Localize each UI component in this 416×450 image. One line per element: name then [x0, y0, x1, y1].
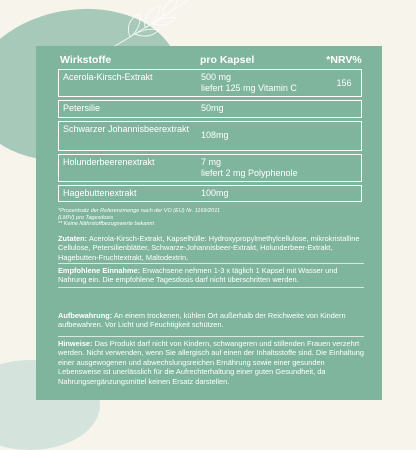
header-wirkstoffe: Wirkstoffe — [60, 54, 112, 66]
hinweise-section — [58, 339, 364, 386]
header-nrv: *NRV% — [326, 54, 362, 66]
row-amount: 50mg — [201, 103, 224, 113]
row-name: Schwarzer Johannisbeerextrakt — [63, 124, 190, 134]
hinweise-label: Hinweise: — [58, 339, 93, 348]
zutaten-text: Acerola-Kirsch-Extrakt, Kapselhülle: Hydroxypropylmethylcellulose, mikrokristalline Cellulose, Petersilienblätter, Schwarze-Johannisbeer-Extrakt, Holunderbeer-Extrakt, Hagebutten-Fruchtextrakt, Maltodextrin. — [58, 234, 360, 262]
row-nrv — [327, 186, 361, 201]
einnahme-text: Erwachsene nehmen 1-3 x täglich 1 Kapsel mit Wasser und Nahrung ein. Die empfohlene Tagesdosis darf nicht überschritten werden. — [58, 266, 338, 285]
row-name: Acerola-Kirsch-Extrakt — [63, 72, 153, 82]
row-nrv — [327, 122, 361, 150]
footnote: *Prozentsatz der Referenzmenge nach der VO (EU) Nr. 1169/2011 — [58, 208, 220, 214]
table-row — [58, 154, 362, 182]
aufbewahrung-section — [58, 311, 364, 330]
aufbewahrung-text: An einem trockenen, kühlen Ort außerhalb der Reichweite von Kindern aufbewahren. Vor Licht und Feuchtigkeit schützen. — [58, 311, 346, 330]
footnote: (LMIV) pro Tagesdosis — [58, 214, 114, 221]
row-amount: 500 mg liefert 125 mg Vitamin C — [201, 72, 297, 93]
table-row — [58, 69, 362, 97]
divider — [58, 287, 364, 288]
nutrient-table — [58, 52, 362, 202]
footnotes — [58, 208, 358, 228]
divider — [58, 336, 364, 337]
aufbewahrung-label: Aufbewahrung: — [58, 311, 113, 320]
row-nrv: 156 — [336, 78, 352, 88]
row-name: Hagebuttenextrakt — [63, 188, 137, 198]
footnote: ** Keine Nährstoffbezugswerte bekannt — [58, 221, 155, 227]
divider — [58, 263, 364, 264]
einnahme-label: Empfohlene Einnahme: — [58, 266, 141, 275]
row-nrv — [327, 155, 361, 181]
row-amount: 7 mg liefert 2 mg Polyphenole — [201, 157, 298, 178]
hinweise-text: Das Produkt darf nicht von Kindern, schwangeren und stillenden Frauen verzehrt werden. Nicht verwenden, wenn Sie allergisch auf einen der Inhaltsstoffe sind. Die Einhaltung einer ausgewogenen und abwechslungsreichen Ernährung sowie einer gesunden Lebensweise ist unerlässlich für die Aufrechterhaltung einer guten Gesundheit, da Nahrungsergänzungsmittel keinen Ersatz darstellen. — [58, 339, 364, 386]
row-nrv — [327, 101, 361, 117]
row-amount: 108mg — [201, 130, 229, 140]
header-pro-kapsel: pro Kapsel — [200, 54, 255, 66]
row-name: Petersilie — [63, 103, 101, 113]
table-row — [58, 100, 362, 118]
row-amount: 100mg — [201, 188, 229, 198]
einnahme-section — [58, 266, 364, 285]
row-name: Holunderbeerenextrakt — [63, 157, 155, 167]
zutaten-section — [58, 234, 364, 262]
table-row — [58, 121, 362, 151]
zutaten-label: Zutaten: — [58, 234, 88, 243]
table-row — [58, 185, 362, 202]
table-header — [58, 52, 362, 66]
